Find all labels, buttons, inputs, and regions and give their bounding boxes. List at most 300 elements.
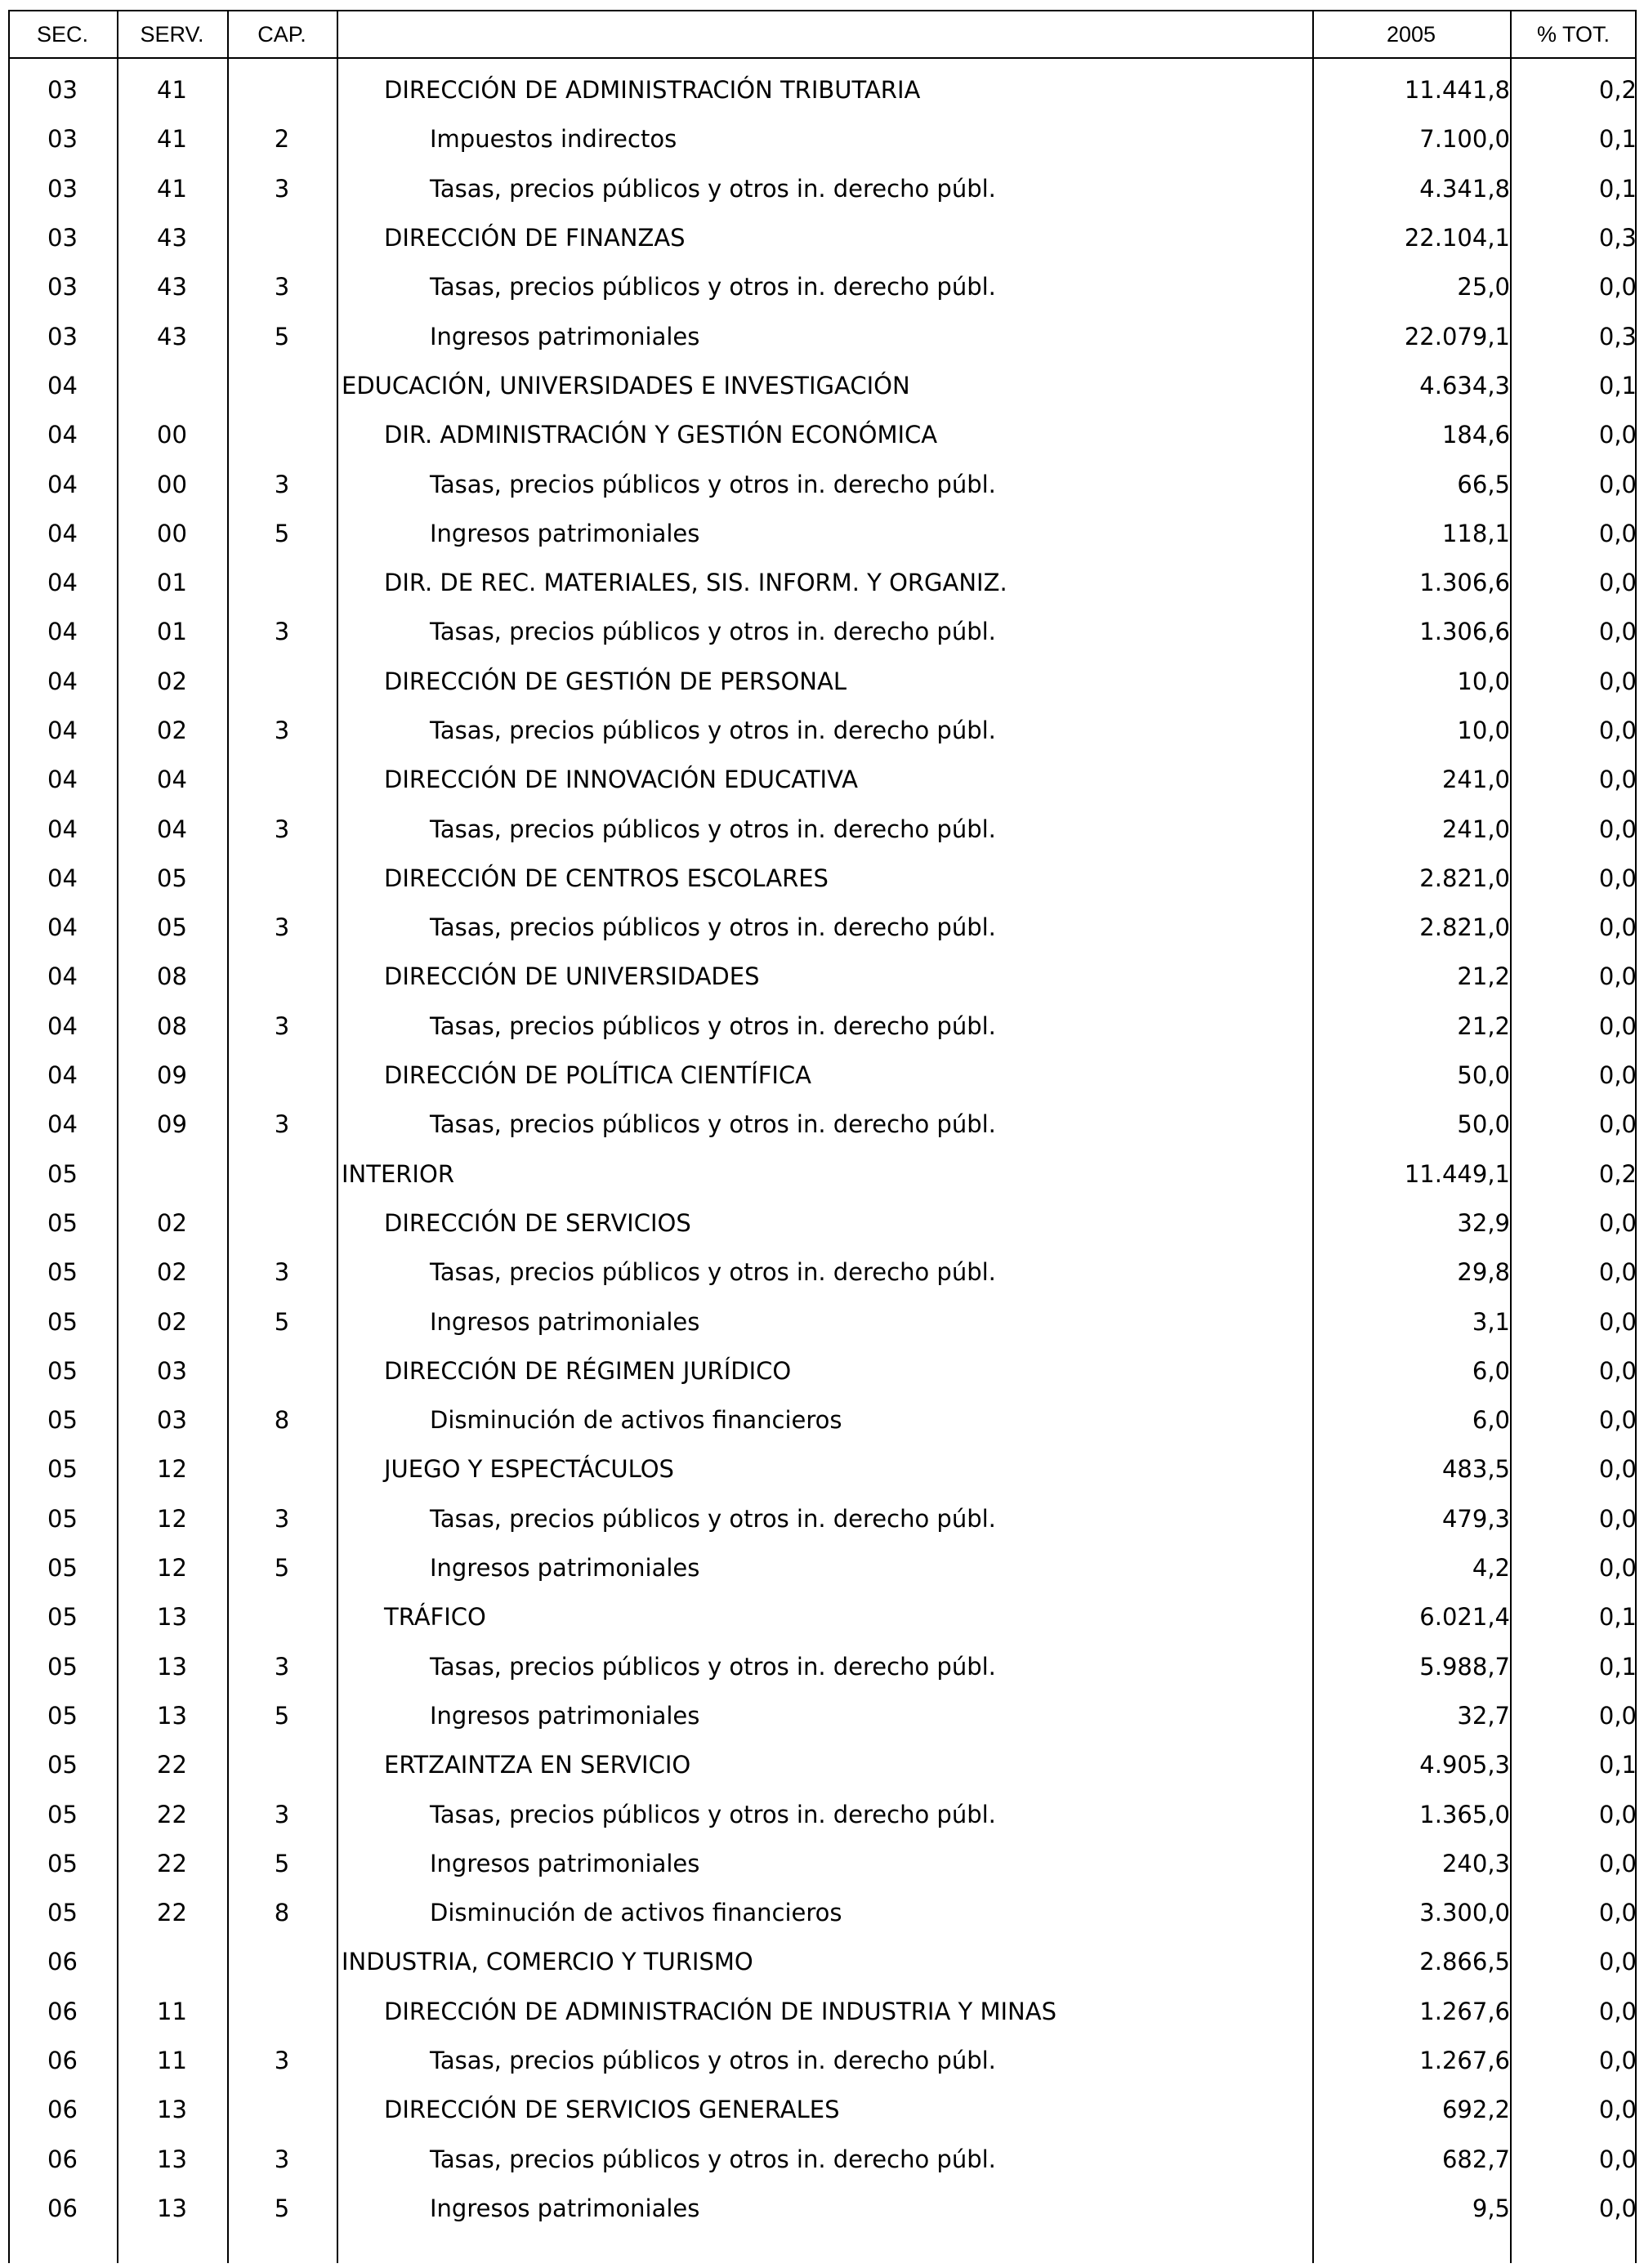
cell-description: DIRECCIÓN DE ADMINISTRACIÓN DE INDUSTRIA Y MINAS (384, 1997, 1057, 2025)
cell-pct-total: 0,0 (1598, 815, 1637, 843)
cell-cap (227, 1199, 337, 1248)
cell-description: DIRECCIÓN DE FINANZAS (384, 224, 686, 252)
cell-cap (227, 1987, 337, 2036)
cell-cap (227, 558, 337, 607)
table-row (8, 361, 1637, 410)
table-row (8, 1592, 1637, 1641)
cell-serv: 22 (157, 1800, 187, 1828)
cell-value-2005: 2.866,5 (1419, 1948, 1510, 1976)
cell-serv: 22 (157, 1751, 187, 1779)
cell-cap: 5 (274, 1307, 290, 1336)
cell-value-2005: 6,0 (1472, 1406, 1510, 1435)
cell-cap: 8 (274, 1899, 290, 1927)
cell-description: Tasas, precios públicos y otros in. derecho públ. (430, 815, 996, 843)
cell-sec: 05 (47, 1701, 78, 1730)
cell-cap: 3 (274, 1652, 290, 1681)
cell-sec: 05 (47, 1751, 78, 1779)
cell-serv: 11 (157, 2047, 187, 2075)
table-row (8, 1543, 1637, 1592)
table-row (8, 1642, 1637, 1691)
cell-description: TRÁFICO (384, 1603, 486, 1632)
cell-value-2005: 692,2 (1441, 2096, 1510, 2124)
cell-sec: 04 (47, 519, 78, 547)
cell-sec: 05 (47, 1849, 78, 1877)
table-row (8, 657, 1637, 706)
cell-description: Tasas, precios públicos y otros in. derecho públ. (430, 2145, 996, 2173)
cell-pct-total: 0,2 (1598, 1159, 1637, 1188)
cell-serv: 13 (157, 1652, 187, 1681)
table-row (8, 903, 1637, 952)
cell-cap (227, 2085, 337, 2134)
cell-description: Tasas, precios públicos y otros in. derecho públ. (430, 1504, 996, 1533)
cell-description: Ingresos patrimoniales (430, 519, 700, 547)
cell-pct-total: 0,1 (1598, 1751, 1637, 1779)
cell-pct-total: 0,0 (1598, 1997, 1637, 2025)
cell-sec: 05 (47, 1455, 78, 1484)
table-row (8, 1297, 1637, 1346)
cell-value-2005: 1.306,6 (1419, 618, 1510, 646)
table-row (8, 1395, 1637, 1444)
cell-value-2005: 10,0 (1457, 667, 1510, 695)
cell-sec: 04 (47, 1011, 78, 1040)
cell-cap: 3 (274, 815, 290, 843)
cell-serv: 22 (157, 1849, 187, 1877)
table-row (8, 1002, 1637, 1051)
cell-cap (227, 1051, 337, 1100)
cell-serv: 11 (157, 1997, 187, 2025)
table-row (8, 1740, 1637, 1789)
cell-cap (227, 1937, 337, 1986)
cell-description: JUEGO Y ESPECTÁCULOS (384, 1455, 674, 1484)
cell-value-2005: 4.634,3 (1419, 371, 1510, 400)
cell-value-2005: 6,0 (1472, 1356, 1510, 1385)
cell-pct-total: 0,0 (1598, 2145, 1637, 2173)
budget-table (8, 65, 1637, 2233)
cell-sec: 04 (47, 1061, 78, 1090)
cell-serv: 12 (157, 1554, 187, 1583)
cell-sec: 06 (47, 2145, 78, 2173)
cell-cap: 3 (274, 1258, 290, 1287)
cell-serv: 04 (157, 766, 187, 794)
table-row (8, 2184, 1637, 2233)
cell-value-2005: 22.079,1 (1404, 322, 1510, 350)
cell-cap: 8 (274, 1406, 290, 1435)
cell-value-2005: 11.449,1 (1404, 1159, 1510, 1188)
cell-description: INDUSTRIA, COMERCIO Y TURISMO (342, 1948, 753, 1976)
cell-serv: 12 (157, 1504, 187, 1533)
cell-cap: 3 (274, 273, 290, 301)
cell-value-2005: 21,2 (1457, 962, 1510, 991)
cell-cap (227, 1740, 337, 1789)
cell-pct-total: 0,0 (1598, 470, 1637, 498)
table-row (8, 854, 1637, 903)
cell-sec: 04 (47, 962, 78, 991)
cell-description: Tasas, precios públicos y otros in. derecho públ. (430, 1011, 996, 1040)
cell-sec: 04 (47, 717, 78, 744)
cell-pct-total: 0,1 (1598, 125, 1637, 154)
cell-pct-total: 0,0 (1598, 1455, 1637, 1484)
cell-value-2005: 2.821,0 (1419, 864, 1510, 892)
cell-value-2005: 1.267,6 (1419, 1997, 1510, 2025)
cell-serv: 12 (157, 1455, 187, 1484)
cell-cap: 3 (274, 1110, 290, 1139)
cell-value-2005: 4.341,8 (1419, 174, 1510, 203)
cell-sec: 05 (47, 1307, 78, 1336)
cell-description: Tasas, precios públicos y otros in. derecho públ. (430, 1258, 996, 1287)
header-serv: SERV. (140, 22, 204, 47)
cell-description: DIRECCIÓN DE SERVICIOS GENERALES (384, 2096, 840, 2124)
cell-sec: 06 (47, 2047, 78, 2075)
cell-pct-total: 0,0 (1598, 1307, 1637, 1336)
table-row (8, 1494, 1637, 1543)
cell-pct-total: 0,0 (1598, 1011, 1637, 1040)
cell-pct-total: 0,0 (1598, 1849, 1637, 1877)
cell-pct-total: 0,0 (1598, 766, 1637, 794)
cell-description: DIRECCIÓN DE UNIVERSIDADES (384, 962, 760, 991)
cell-serv: 13 (157, 1701, 187, 1730)
table-row (8, 952, 1637, 1001)
cell-cap: 5 (274, 1554, 290, 1583)
cell-value-2005: 50,0 (1457, 1110, 1510, 1139)
cell-pct-total: 0,0 (1598, 421, 1637, 449)
cell-pct-total: 0,1 (1598, 1603, 1637, 1632)
cell-pct-total: 0,0 (1598, 1701, 1637, 1730)
table-row (8, 1346, 1637, 1395)
cell-pct-total: 0,0 (1598, 913, 1637, 942)
cell-cap (227, 1444, 337, 1493)
cell-description: Ingresos patrimoniales (430, 2194, 700, 2222)
cell-serv: 03 (157, 1406, 187, 1435)
cell-description: Ingresos patrimoniales (430, 1701, 700, 1730)
cell-serv: 01 (157, 569, 187, 597)
table-row (8, 262, 1637, 311)
table-row (8, 558, 1637, 607)
cell-description: Ingresos patrimoniales (430, 1307, 700, 1336)
cell-value-2005: 1.306,6 (1419, 569, 1510, 597)
table-row (8, 607, 1637, 656)
cell-pct-total: 0,0 (1598, 1948, 1637, 1976)
cell-serv: 05 (157, 913, 187, 942)
cell-sec: 04 (47, 667, 78, 695)
cell-sec: 05 (47, 1504, 78, 1533)
cell-pct-total: 0,0 (1598, 717, 1637, 744)
table-row (8, 1839, 1637, 1888)
cell-sec: 04 (47, 766, 78, 794)
cell-value-2005: 21,2 (1457, 1011, 1510, 1040)
cell-description: Tasas, precios públicos y otros in. derecho públ. (430, 1800, 996, 1828)
cell-sec: 04 (47, 421, 78, 449)
table-row (8, 213, 1637, 262)
cell-serv (117, 1150, 227, 1199)
table-row (8, 1888, 1637, 1937)
cell-sec: 05 (47, 1652, 78, 1681)
cell-serv: 02 (157, 1208, 187, 1237)
cell-pct-total: 0,0 (1598, 1258, 1637, 1287)
cell-description: Tasas, precios públicos y otros in. derecho públ. (430, 174, 996, 203)
cell-serv: 13 (157, 1603, 187, 1632)
table-row (8, 1100, 1637, 1149)
cell-description: DIRECCIÓN DE GESTIÓN DE PERSONAL (384, 667, 847, 695)
table-row (8, 509, 1637, 558)
cell-sec: 03 (47, 322, 78, 350)
cell-value-2005: 3,1 (1472, 1307, 1510, 1336)
cell-pct-total: 0,1 (1598, 174, 1637, 203)
cell-serv: 09 (157, 1110, 187, 1139)
cell-cap (227, 1592, 337, 1641)
cell-value-2005: 5.988,7 (1419, 1652, 1510, 1681)
cell-value-2005: 118,1 (1441, 519, 1510, 547)
cell-sec: 04 (47, 569, 78, 597)
cell-value-2005: 11.441,8 (1404, 76, 1510, 105)
cell-sec: 05 (47, 1258, 78, 1287)
cell-pct-total: 0,0 (1598, 1504, 1637, 1533)
cell-sec: 05 (47, 1603, 78, 1632)
cell-value-2005: 22.104,1 (1404, 224, 1510, 252)
cell-pct-total: 0,0 (1598, 2047, 1637, 2075)
cell-description: Ingresos patrimoniales (430, 322, 700, 350)
cell-value-2005: 32,7 (1457, 1701, 1510, 1730)
cell-value-2005: 4.905,3 (1419, 1751, 1510, 1779)
cell-description: ERTZAINTZA EN SERVICIO (384, 1751, 691, 1779)
cell-description: Tasas, precios públicos y otros in. derecho públ. (430, 2047, 996, 2075)
cell-sec: 06 (47, 1948, 78, 1976)
cell-description: DIR. DE REC. MATERIALES, SIS. INFORM. Y ORGANIZ. (384, 569, 1007, 597)
cell-sec: 03 (47, 224, 78, 252)
cell-sec: 05 (47, 1406, 78, 1435)
table-row (8, 2085, 1637, 2134)
cell-pct-total: 0,0 (1598, 1899, 1637, 1927)
cell-pct-total: 0,0 (1598, 2194, 1637, 2222)
cell-cap: 2 (274, 125, 290, 154)
cell-cap (227, 657, 337, 706)
cell-cap: 3 (274, 913, 290, 942)
cell-description: Tasas, precios públicos y otros in. derecho públ. (430, 913, 996, 942)
cell-value-2005: 29,8 (1457, 1258, 1510, 1287)
cell-cap: 3 (274, 717, 290, 744)
cell-cap (227, 361, 337, 410)
cell-description: Tasas, precios públicos y otros in. derecho públ. (430, 470, 996, 498)
cell-cap (227, 410, 337, 459)
cell-serv: 05 (157, 864, 187, 892)
cell-pct-total: 0,0 (1598, 1554, 1637, 1583)
cell-cap: 3 (274, 1800, 290, 1828)
cell-description: Tasas, precios públicos y otros in. derecho públ. (430, 717, 996, 744)
table-row (8, 410, 1637, 459)
table-row (8, 755, 1637, 804)
cell-serv: 04 (157, 815, 187, 843)
table-row (8, 164, 1637, 213)
cell-pct-total: 0,0 (1598, 519, 1637, 547)
cell-cap: 3 (274, 174, 290, 203)
cell-serv (117, 1937, 227, 1986)
cell-description: Tasas, precios públicos y otros in. derecho públ. (430, 1110, 996, 1139)
cell-serv: 00 (157, 470, 187, 498)
table-row (8, 1051, 1637, 1100)
cell-pct-total: 0,1 (1598, 371, 1637, 400)
cell-sec: 06 (47, 1997, 78, 2025)
cell-serv: 13 (157, 2096, 187, 2124)
cell-cap (227, 65, 337, 114)
cell-description: Tasas, precios públicos y otros in. derecho públ. (430, 273, 996, 301)
table-row (8, 1691, 1637, 1740)
cell-value-2005: 241,0 (1441, 815, 1510, 843)
cell-serv: 00 (157, 519, 187, 547)
cell-value-2005: 479,3 (1441, 1504, 1510, 1533)
cell-value-2005: 6.021,4 (1419, 1603, 1510, 1632)
cell-sec: 05 (47, 1899, 78, 1927)
table-row (8, 1789, 1637, 1838)
cell-value-2005: 1.365,0 (1419, 1800, 1510, 1828)
cell-cap: 3 (274, 1011, 290, 1040)
cell-serv: 13 (157, 2145, 187, 2173)
cell-sec: 06 (47, 2096, 78, 2124)
table-row (8, 2036, 1637, 2085)
cell-pct-total: 0,0 (1598, 1208, 1637, 1237)
cell-serv: 43 (157, 273, 187, 301)
cell-description: Tasas, precios públicos y otros in. derecho públ. (430, 618, 996, 646)
cell-cap: 3 (274, 2047, 290, 2075)
table-row (8, 1937, 1637, 1986)
cell-pct-total: 0,0 (1598, 1061, 1637, 1090)
cell-pct-total: 0,1 (1598, 1652, 1637, 1681)
cell-sec: 05 (47, 1554, 78, 1583)
cell-serv: 41 (157, 76, 187, 105)
cell-pct-total: 0,0 (1598, 962, 1637, 991)
table-row (8, 1248, 1637, 1297)
cell-description: Disminución de activos financieros (430, 1899, 842, 1927)
cell-sec: 04 (47, 618, 78, 646)
cell-pct-total: 0,3 (1598, 224, 1637, 252)
cell-pct-total: 0,0 (1598, 667, 1637, 695)
cell-value-2005: 9,5 (1472, 2194, 1510, 2222)
cell-cap: 3 (274, 618, 290, 646)
table-row (8, 459, 1637, 508)
cell-sec: 03 (47, 174, 78, 203)
cell-cap: 3 (274, 2145, 290, 2173)
table-row (8, 1444, 1637, 1493)
cell-sec: 05 (47, 1800, 78, 1828)
cell-cap (227, 755, 337, 804)
cell-description: Tasas, precios públicos y otros in. derecho públ. (430, 1652, 996, 1681)
cell-cap: 5 (274, 1849, 290, 1877)
cell-value-2005: 682,7 (1441, 2145, 1510, 2173)
cell-pct-total: 0,0 (1598, 273, 1637, 301)
cell-cap (227, 952, 337, 1001)
cell-value-2005: 32,9 (1457, 1208, 1510, 1237)
cell-serv: 41 (157, 174, 187, 203)
cell-pct-total: 0,0 (1598, 618, 1637, 646)
cell-cap: 3 (274, 470, 290, 498)
cell-value-2005: 25,0 (1457, 273, 1510, 301)
cell-pct-total: 0,0 (1598, 1356, 1637, 1385)
cell-description: INTERIOR (342, 1159, 454, 1188)
cell-value-2005: 1.267,6 (1419, 2047, 1510, 2075)
cell-sec: 05 (47, 1208, 78, 1237)
table-row (8, 2134, 1637, 2183)
cell-description: Ingresos patrimoniales (430, 1849, 700, 1877)
cell-serv: 22 (157, 1899, 187, 1927)
cell-sec: 03 (47, 125, 78, 154)
cell-cap: 5 (274, 322, 290, 350)
cell-description: DIRECCIÓN DE INNOVACIÓN EDUCATIVA (384, 766, 858, 794)
cell-serv: 00 (157, 421, 187, 449)
table-row (8, 1987, 1637, 2036)
cell-description: DIRECCIÓN DE CENTROS ESCOLARES (384, 864, 829, 892)
cell-serv: 02 (157, 717, 187, 744)
cell-value-2005: 483,5 (1441, 1455, 1510, 1484)
cell-value-2005: 241,0 (1441, 766, 1510, 794)
cell-serv: 41 (157, 125, 187, 154)
cell-value-2005: 7.100,0 (1419, 125, 1510, 154)
cell-serv (117, 361, 227, 410)
cell-description: DIRECCIÓN DE RÉGIMEN JURÍDICO (384, 1356, 792, 1385)
cell-value-2005: 3.300,0 (1419, 1899, 1510, 1927)
cell-serv: 02 (157, 1307, 187, 1336)
cell-serv: 43 (157, 224, 187, 252)
cell-serv: 02 (157, 667, 187, 695)
header-sec: SEC. (36, 22, 89, 47)
table-row (8, 1199, 1637, 1248)
cell-description: DIRECCIÓN DE POLÍTICA CIENTÍFICA (384, 1061, 812, 1090)
header-cap: CAP. (257, 22, 306, 47)
cell-serv: 43 (157, 322, 187, 350)
cell-sec: 04 (47, 815, 78, 843)
table-row (8, 706, 1637, 755)
table-row (8, 804, 1637, 853)
cell-pct-total: 0,0 (1598, 1110, 1637, 1139)
table-row (8, 65, 1637, 114)
cell-value-2005: 50,0 (1457, 1061, 1510, 1090)
cell-pct-total: 0,0 (1598, 1800, 1637, 1828)
cell-description: Impuestos indirectos (430, 125, 677, 154)
cell-description: DIRECCIÓN DE ADMINISTRACIÓN TRIBUTARIA (384, 76, 921, 105)
cell-cap: 5 (274, 1701, 290, 1730)
cell-value-2005: 2.821,0 (1419, 913, 1510, 942)
cell-sec: 03 (47, 76, 78, 105)
cell-description: DIRECCIÓN DE SERVICIOS (384, 1208, 691, 1237)
cell-sec: 05 (47, 1356, 78, 1385)
cell-pct-total: 0,0 (1598, 864, 1637, 892)
cell-sec: 05 (47, 1159, 78, 1188)
cell-description: EDUCACIÓN, UNIVERSIDADES E INVESTIGACIÓN (342, 371, 910, 400)
cell-sec: 04 (47, 470, 78, 498)
header-pct-total: % TOT. (1536, 22, 1610, 47)
cell-sec: 04 (47, 913, 78, 942)
header-year: 2005 (1386, 22, 1436, 47)
cell-pct-total: 0,3 (1598, 322, 1637, 350)
cell-cap (227, 854, 337, 903)
cell-serv: 02 (157, 1258, 187, 1287)
cell-description: Disminución de activos financieros (430, 1406, 842, 1435)
cell-cap: 3 (274, 1504, 290, 1533)
cell-cap (227, 1346, 337, 1395)
cell-pct-total: 0,0 (1598, 569, 1637, 597)
cell-value-2005: 240,3 (1441, 1849, 1510, 1877)
cell-serv: 03 (157, 1356, 187, 1385)
cell-pct-total: 0,0 (1598, 1406, 1637, 1435)
cell-serv: 08 (157, 1011, 187, 1040)
cell-cap: 5 (274, 519, 290, 547)
cell-description: DIR. ADMINISTRACIÓN Y GESTIÓN ECONÓMICA (384, 421, 938, 449)
cell-value-2005: 10,0 (1457, 717, 1510, 744)
cell-pct-total: 0,2 (1598, 76, 1637, 105)
cell-serv: 08 (157, 962, 187, 991)
cell-pct-total: 0,0 (1598, 2096, 1637, 2124)
cell-cap (227, 213, 337, 262)
table-row (8, 311, 1637, 360)
cell-cap (227, 1150, 337, 1199)
cell-value-2005: 184,6 (1441, 421, 1510, 449)
